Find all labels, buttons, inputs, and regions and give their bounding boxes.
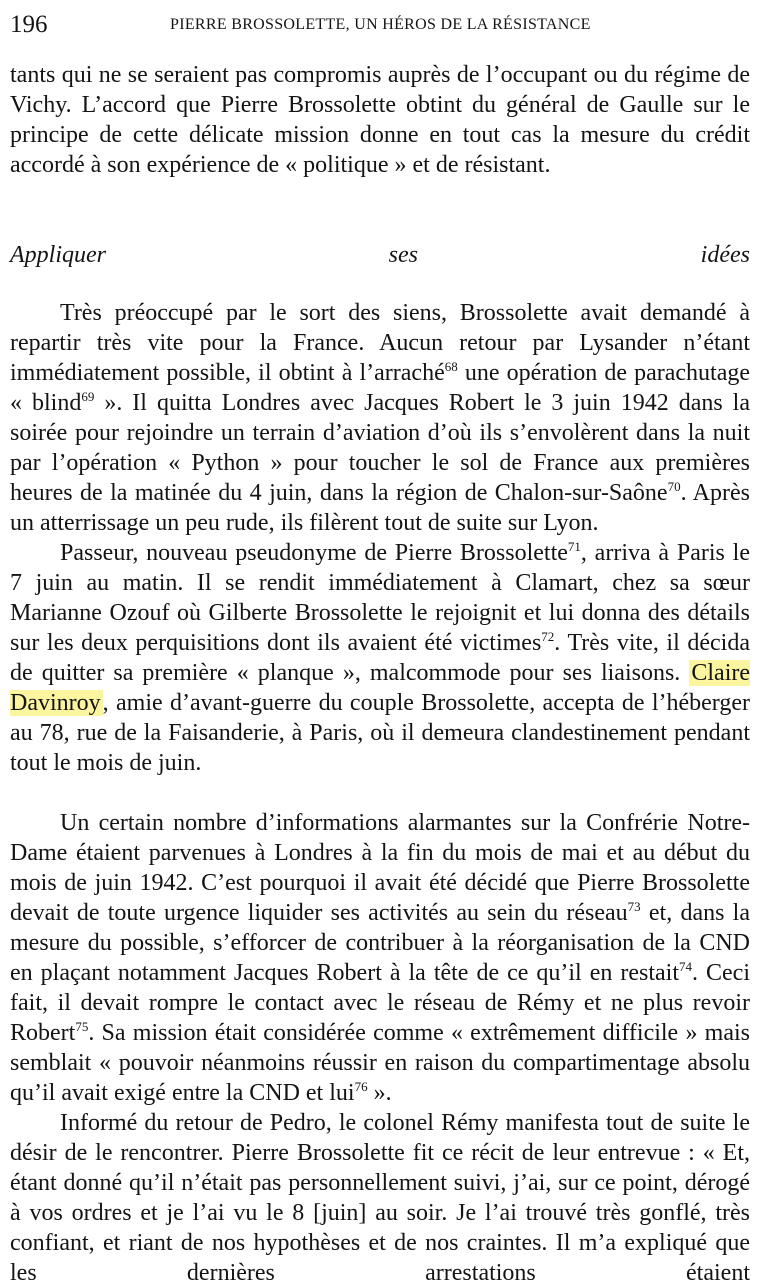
paragraph: Informé du retour de Pedro, le colonel Rémy manifesta tout de suite le désir de le rencontrer. Pierre Brossolette fit ce récit de leur entrevue : « Et, étant donné qu’il n’était pas personnellement suivi, j’ai, sur ce point, dérogé à vos ordres et je l’ai vu le 8 [juin] au soir. Je l’ai trouvé très gonflé, très confiant, et riant de nos hypothèses et de nos craintes. Il m’a expliqué que les dernières arrestations étaient <box>10 1110 750 1286</box>
footnote-ref[interactable]: 70 <box>667 479 681 494</box>
footnote-ref[interactable]: 72 <box>541 629 555 644</box>
paragraph: Passeur, nouveau pseudonyme de Pierre Brossolette$^{71}$, arriva à Paris le 7 juin au matin. Il se rendit immédiatement à Clamart, chez sa sœur Marianne Ozouf où Gilberte Brossolette le rejoignit et lui donna des détails sur les deux perquisitions dont ils avaient été victimes$^{72}$. Très vite, il décida de quitter sa première « planque », malcommode pour ses liaisons. Claire Davinroy, amie d’avant-guerre du couple Brossolette, accepta de l’héberger au 78, rue de la Faisanderie, à Paris, où il demeura clandestinement pendant tout le mois de juin. <box>10 539 750 776</box>
footnote-ref[interactable]: 75 <box>75 1019 89 1034</box>
paragraph: Un certain nombre d’informations alarmantes sur la Confrérie Notre-Dame étaient parvenues à Londres à la fin du mois de mai et au début du mois de juin 1942. C’est pourquoi il avait été décidé que Pierre Brossolette devait de toute urgence liquider ses activités au sein du réseau$^{73}$ et, dans la mesure du possible, s’efforcer de contribuer à la réorganisation de la CND en plaçant notamment Jacques Robert à la tête de ce qu’il en restait$^{74}$. Ceci fait, il devait rompre le contact avec le réseau de Rémy et ne plus revoir Robert$^{75}$. Sa mission était considérée comme « extrêmement difficile » mais semblait « pouvoir néanmoins réussir en raison du compartimentage absolu qu’il avait exigé entre la CND et lui$^{76}$ ». <box>10 810 750 1106</box>
footnote-ref[interactable]: 71 <box>567 539 581 554</box>
footnote-ref[interactable]: 76 <box>354 1079 368 1094</box>
page-header <box>10 10 750 40</box>
paragraph-continuation: tants qui ne se seraient pas compromis auprès de l’occupant ou du régime de Vichy. L’accord que Pierre Brossolette obtint du général de Gaulle sur le principe de cette délicate mission donne en tout cas la mesure du crédit accordé à son expérience de « politique » et de résistant. <box>10 62 750 178</box>
page-body <box>10 60 750 1288</box>
highlighted-text[interactable]: Claire Davinroy <box>10 660 750 716</box>
page-number: 196 <box>10 11 48 38</box>
section-title: Appliquer ses idées <box>10 242 750 268</box>
footnote-ref[interactable]: 69 <box>81 389 95 404</box>
footnote-ref[interactable]: 73 <box>627 899 641 914</box>
footnote-ref[interactable]: 68 <box>444 359 458 374</box>
paragraph: Très préoccupé par le sort des siens, Brossolette avait demandé à repartir très vite pour la France. Aucun retour par Lysander n’étant immédiatement possible, il obtint à l’arraché$^{68}$ une opération de parachutage « blind$^{69}$ ». Il quitta Londres avec Jacques Robert le 3 juin 1942 dans la soirée pour rejoindre un terrain d’aviation d’où ils s’envolèrent dans la nuit par l’opération « Python » pour toucher le sol de France aux premières heures de la matinée du 4 juin, dans la région de Chalon-sur-Saône$^{70}$. Après un atterrissage un peu rude, ils filèrent tout de suite sur Lyon. <box>10 300 751 536</box>
running-title: PIERRE BROSSOLETTE, UN HÉROS DE LA RÉSISTANCE <box>170 16 591 33</box>
footnote-ref[interactable]: 74 <box>679 959 693 974</box>
